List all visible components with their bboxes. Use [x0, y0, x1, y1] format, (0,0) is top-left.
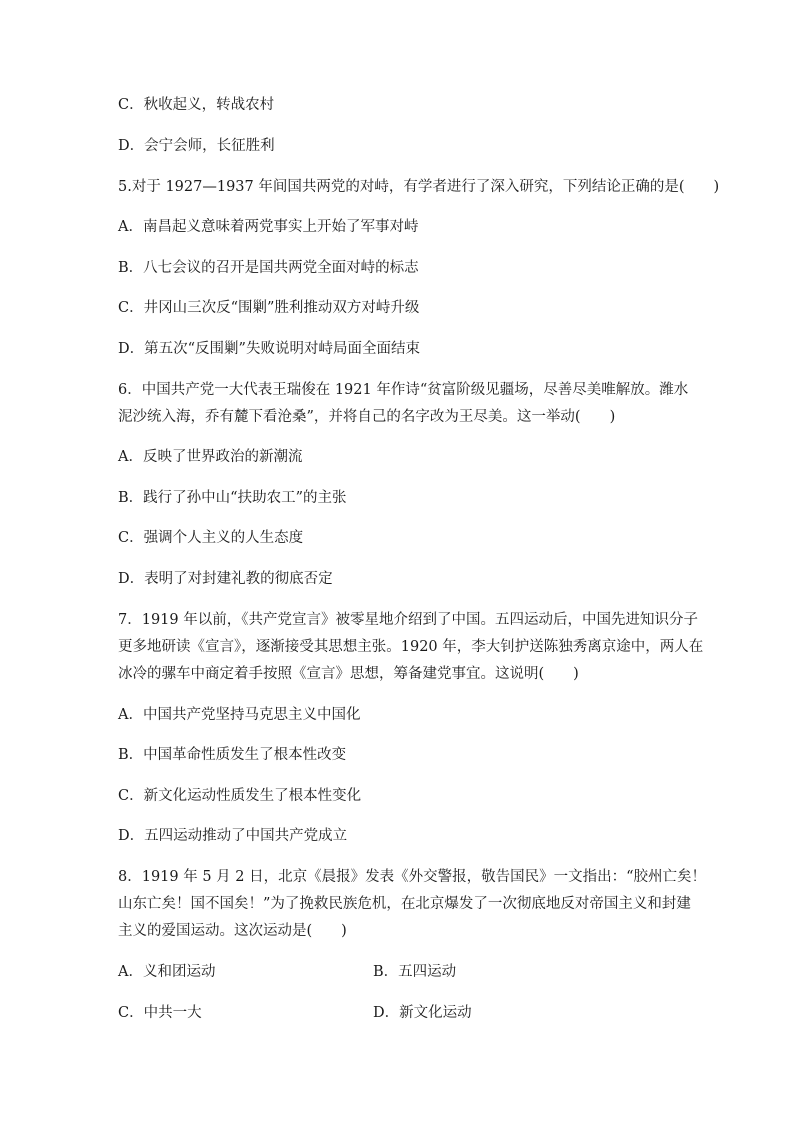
q5-option-b: B．八七会议的召开是国共两党全面对峙的标志 [118, 260, 419, 276]
question-5: 5.对于 1927—1937 年间国共两党的对峙，有学者进行了深入研究，下列结论正确的是( ) [118, 179, 720, 195]
q6-option-a: A．反映了世界政治的新潮流 [118, 449, 303, 465]
q6-option-d: D．表明了对封建礼教的彻底否定 [118, 571, 333, 587]
question-7-line-1: 7．1919 年以前，《共产党宣言》被零星地介绍到了中国。五四运动后，中国先进知识分子 [118, 612, 698, 628]
q8-option-d: D．新文化运动 [373, 1005, 472, 1021]
q8-option-b: B．五四运动 [373, 964, 457, 980]
q8-option-a: A．义和团运动 [118, 964, 216, 980]
question-6-line-2: 泥沙统入海，乔有麓下看沧桑”，并将自己的名字改为王尽美。这一举动( ) [118, 409, 616, 425]
q7-option-a: A．中国共产党坚持马克思主义中国化 [118, 707, 361, 723]
q7-option-d: D．五四运动推动了中国共产党成立 [118, 828, 348, 844]
q6-option-b: B．践行了孙中山“扶助农工”的主张 [118, 490, 347, 506]
q5-option-c: C．井冈山三次反“围剿”胜利推动双方对峙升级 [118, 300, 420, 316]
question-8-line-3: 主义的爱国运动。这次运动是( ) [118, 923, 347, 939]
q8-option-c: C．中共一大 [118, 1005, 202, 1021]
option-d-prev: D．会宁会师，长征胜利 [118, 138, 275, 154]
q7-option-c: C．新文化运动性质发生了根本性变化 [118, 788, 362, 804]
q5-option-d: D．第五次“反围剿”失败说明对峙局面全面结束 [118, 341, 420, 357]
question-7-line-2: 更多地研读《宣言》，逐渐接受其思想主张。1920 年，李大钊护送陈独秀离京途中，两人在 [118, 639, 704, 655]
q6-option-c: C．强调个人主义的人生态度 [118, 530, 304, 546]
question-8-line-2: 山东亡矣！国不国矣！”为了挽救民族危机，在北京爆发了一次彻底地反对帝国主义和封建 [118, 896, 691, 912]
q7-option-b: B．中国革命性质发生了根本性改变 [118, 747, 347, 763]
question-7-line-3: 冰冷的骡车中商定着手按照《宣言》思想，筹备建党事宜。这说明( ) [118, 666, 579, 682]
question-8-line-1: 8．1919 年 5 月 2 日，北京《晨报》发表《外交警报，敬告国民》一文指出：“胶州亡矣！ [118, 869, 707, 885]
question-6-line-1: 6．中国共产党一大代表王瑞俊在 1921 年作诗“贫富阶级见疆场，尽善尽美唯解放。潍水 [118, 382, 689, 398]
option-c-prev: C．秋收起义，转战农村 [118, 97, 275, 113]
q5-option-a: A．南昌起义意味着两党事实上开始了军事对峙 [118, 219, 419, 235]
